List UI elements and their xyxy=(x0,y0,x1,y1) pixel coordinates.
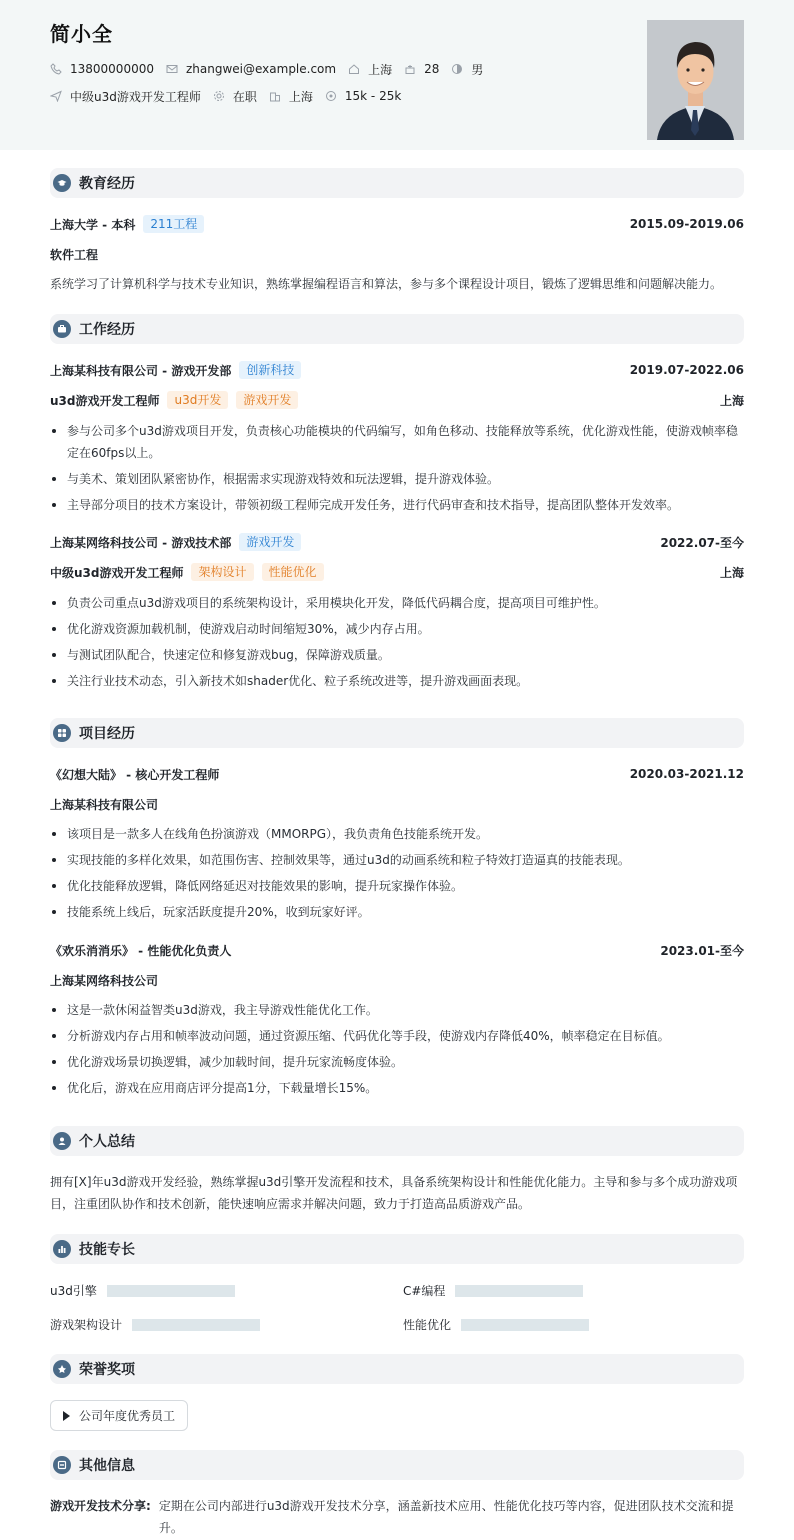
section-summary xyxy=(50,1126,744,1156)
role-tag: 性能优化 xyxy=(262,563,324,581)
list-item: 该项目是一款多人在线角色扮演游戏（MMORPG），我负责角色技能系统开发。 xyxy=(50,823,744,845)
skill-level-bar xyxy=(455,1285,583,1297)
city-text: 上海 xyxy=(288,89,313,104)
work-city: 上海 xyxy=(719,393,744,408)
work-period: 2022.07-至今 xyxy=(660,535,744,550)
gender-text: 男 xyxy=(471,62,484,77)
role-tag: 游戏开发 xyxy=(236,391,298,409)
position-text: 中级u3d游戏开发工程师 xyxy=(70,89,201,104)
work-period: 2019.07-2022.06 xyxy=(629,363,744,377)
skill-name: u3d引擎 xyxy=(50,1284,97,1298)
list-item: 优化技能释放逻辑，降低网络延迟对技能效果的影响，提升玩家操作体验。 xyxy=(50,875,744,897)
home-icon xyxy=(348,63,360,75)
section-work xyxy=(50,314,744,344)
work-role-row xyxy=(50,562,744,582)
phone-text: 13800000000 xyxy=(70,62,154,76)
skill-item xyxy=(403,1316,589,1333)
work-city: 上海 xyxy=(719,565,744,580)
section-other xyxy=(50,1450,744,1480)
bar-chart-icon xyxy=(53,1240,71,1258)
role-title: u3d游戏开发工程师 xyxy=(50,393,160,408)
section-education xyxy=(50,168,744,198)
skill-name: 性能优化 xyxy=(403,1318,452,1332)
role-tag: 架构设计 xyxy=(191,563,253,581)
section-title: 项目经历 xyxy=(79,726,135,742)
list-item: 优化游戏场景切换逻辑，减少加载时间，提升玩家流畅度体验。 xyxy=(50,1051,744,1073)
status-text: 在职 xyxy=(232,89,257,104)
role-tag: u3d开发 xyxy=(167,391,228,409)
section-awards xyxy=(50,1354,744,1384)
project-company-row xyxy=(50,970,744,990)
email-text: zhangwei@example.com xyxy=(185,62,337,76)
list-item: 实现技能的多样化效果，如范围伤害、控制效果等，通过u3d的动画系统和粒子特效打造逼真的技能表现。 xyxy=(50,849,744,871)
education-header xyxy=(50,214,744,234)
section-title: 技能专长 xyxy=(79,1242,135,1258)
other-label: 游戏开发技术分享: xyxy=(50,1499,151,1513)
work-company-row xyxy=(50,360,744,380)
school-tag: 211工程 xyxy=(143,215,204,233)
candidate-name: 简小全 xyxy=(50,22,113,46)
award-item[interactable] xyxy=(50,1400,188,1431)
project-company: 上海某科技有限公司 xyxy=(50,797,159,812)
section-projects xyxy=(50,718,744,748)
building-icon xyxy=(269,90,281,102)
contact-row xyxy=(50,60,495,78)
graduation-cap-icon xyxy=(53,174,71,192)
skill-level-bar xyxy=(132,1319,260,1331)
section-title: 工作经历 xyxy=(79,322,135,338)
award-label: 公司年度优秀员工 xyxy=(79,1409,176,1423)
age-icon xyxy=(404,63,416,75)
project-title-row xyxy=(50,764,744,784)
education-period: 2015.09-2019.06 xyxy=(629,217,744,231)
list-item: 参与公司多个u3d游戏项目开发，负责核心功能模块的代码编写，如角色移动、技能释放等系统，优化游戏性能，使游戏帧率稳定在60fps以上。 xyxy=(50,420,744,464)
skill-level-bar xyxy=(461,1319,589,1331)
work-role-row xyxy=(50,390,744,410)
summary-text: 拥有[X]年u3d游戏开发经验，熟练掌握u3d引擎开发流程和技术，具备系统架构设计和性能优化能力。主导和参与多个成功游戏项目，注重团队协作和技术创新，能快速响应需求并解决问题，致力于打造高品质游戏产品。 xyxy=(50,1175,738,1211)
other-text: 定期在公司内部进行u3d游戏开发技术分享，涵盖新技术应用、性能优化技巧等内容，促进团队技术交流和提升。 xyxy=(158,1499,734,1535)
work-company-row xyxy=(50,532,744,552)
briefcase-icon xyxy=(53,320,71,338)
role-title: 中级u3d游戏开发工程师 xyxy=(50,565,184,580)
grid-icon xyxy=(53,724,71,742)
gender-icon xyxy=(451,63,463,75)
skill-name: 游戏架构设计 xyxy=(50,1318,123,1332)
status-icon xyxy=(213,90,225,102)
project-title-row xyxy=(50,940,744,960)
list-item: 分析游戏内存占用和帧率波动问题，通过资源压缩、代码优化等手段，使游戏内存降低40%，帧率稳定在目标值。 xyxy=(50,1025,744,1047)
phone-icon xyxy=(50,63,62,75)
skill-level-bar xyxy=(107,1285,235,1297)
list-item: 优化游戏资源加载机制，使游戏启动时间缩短30%，减少内存占用。 xyxy=(50,618,744,640)
company-name: 上海某科技有限公司 - 游戏开发部 xyxy=(50,363,232,378)
project-company-row xyxy=(50,794,744,814)
list-item: 关注行业技术动态，引入新技术如shader优化、粒子系统改进等，提升游戏画面表现。 xyxy=(50,670,744,692)
profile-photo xyxy=(647,20,744,140)
user-icon xyxy=(53,1132,71,1150)
school-name: 上海大学 - 本科 xyxy=(50,217,136,232)
company-tag: 游戏开发 xyxy=(239,533,301,551)
major: 软件工程 xyxy=(50,247,99,262)
education-major-row xyxy=(50,244,744,264)
project-title: 《幻想大陆》 - 核心开发工程师 xyxy=(50,767,220,782)
info-icon xyxy=(53,1456,71,1474)
project-title: 《欢乐消消乐》 - 性能优化负责人 xyxy=(50,943,232,958)
list-item: 主导部分项目的技术方案设计，带领初级工程师完成开发任务，进行代码审查和技术指导，提高团队整体开发效率。 xyxy=(50,494,744,516)
list-item: 与测试团队配合，快速定位和修复游戏bug，保障游戏质量。 xyxy=(50,644,744,666)
resume-header xyxy=(0,0,794,150)
award-icon xyxy=(53,1360,71,1378)
skill-item xyxy=(403,1282,583,1299)
age-text: 28 xyxy=(424,62,440,76)
send-icon xyxy=(50,90,62,102)
skill-item xyxy=(50,1316,260,1333)
section-title: 其他信息 xyxy=(79,1458,135,1474)
section-title: 个人总结 xyxy=(79,1134,135,1150)
job-row xyxy=(50,87,413,105)
list-item: 负责公司重点u3d游戏项目的系统架构设计，采用模块化开发，降低代码耦合度，提高项目可维护性。 xyxy=(50,592,744,614)
skill-name: C#编程 xyxy=(403,1284,446,1298)
project-period: 2023.01-至今 xyxy=(660,943,744,958)
play-icon xyxy=(63,1411,70,1421)
mail-icon xyxy=(166,63,178,75)
company-name: 上海某网络科技公司 - 游戏技术部 xyxy=(50,535,232,550)
list-item: 这是一款休闲益智类u3d游戏，我主导游戏性能优化工作。 xyxy=(50,999,744,1021)
location-text: 上海 xyxy=(368,62,393,77)
list-item: 技能系统上线后，玩家活跃度提升20%，收到玩家好评。 xyxy=(50,901,744,923)
section-skills xyxy=(50,1234,744,1264)
project-company: 上海某网络科技公司 xyxy=(50,973,159,988)
education-description: 系统学习了计算机科学与技术专业知识，熟练掌握编程语言和算法，参与多个课程设计项目，锻炼了逻辑思维和问题解决能力。 xyxy=(50,277,723,291)
list-item: 优化后，游戏在应用商店评分提高1分，下载量增长15%。 xyxy=(50,1077,744,1099)
salary-text: 15k - 25k xyxy=(344,89,402,103)
project-period: 2020.03-2021.12 xyxy=(629,767,744,781)
section-title: 荣誉奖项 xyxy=(79,1362,135,1378)
other-info-row xyxy=(50,1495,744,1539)
salary-icon xyxy=(325,90,337,102)
list-item: 与美术、策划团队紧密协作，根据需求实现游戏特效和玩法逻辑，提升游戏体验。 xyxy=(50,468,744,490)
company-tag: 创新科技 xyxy=(239,361,301,379)
section-title: 教育经历 xyxy=(79,176,135,192)
skill-item xyxy=(50,1282,235,1299)
